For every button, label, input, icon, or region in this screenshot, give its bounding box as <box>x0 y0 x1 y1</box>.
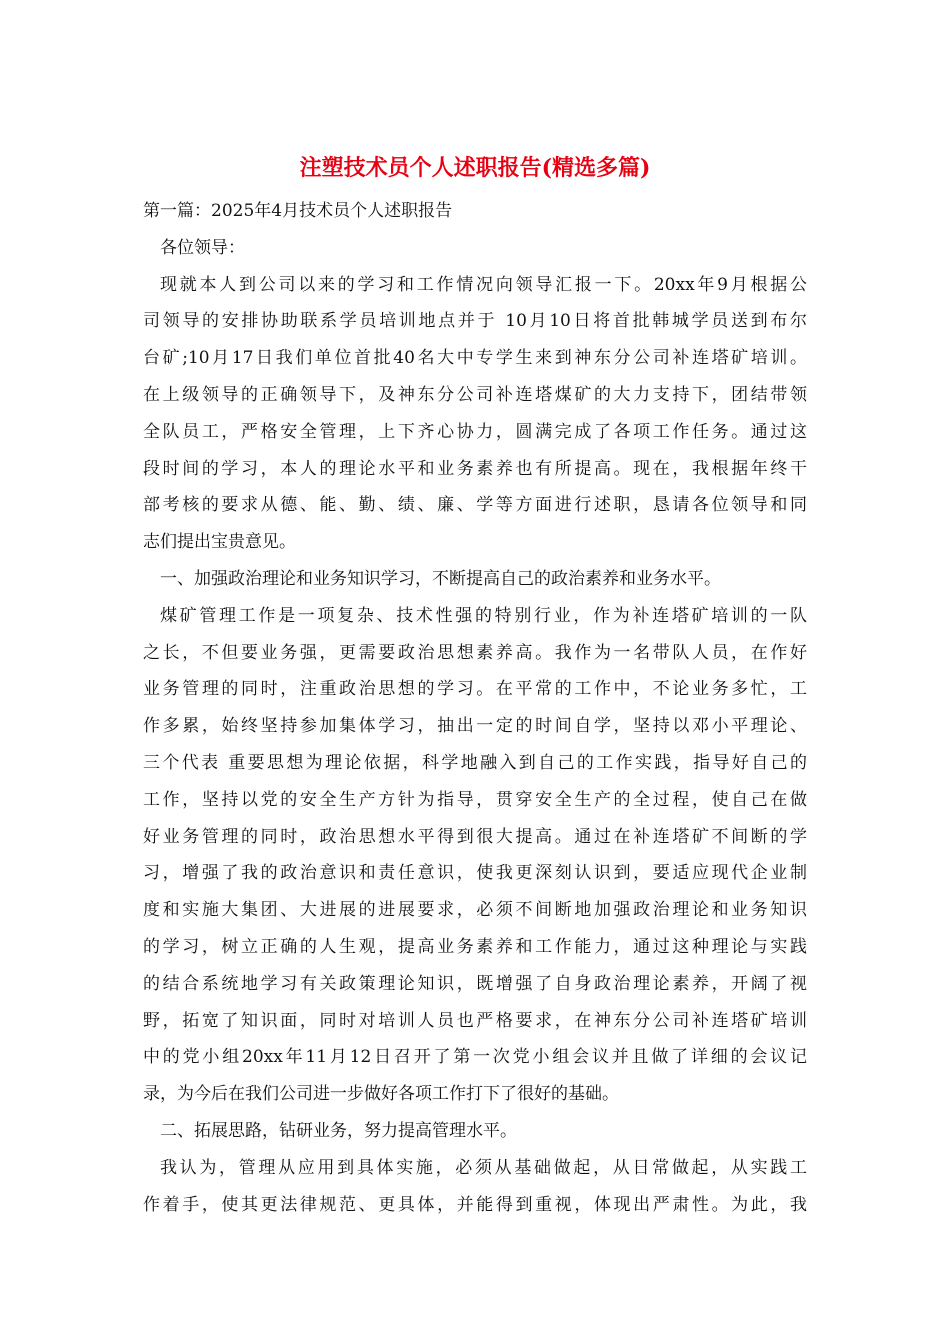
paragraph-line: 志们提出宝贵意见。 <box>143 532 296 553</box>
paragraph-line: 部考核的要求从德、能、勤、绩、廉、学等方面进行述职，恳请各位领导和同 <box>143 495 807 516</box>
paragraph-line: 中的党小组20xx年11月12日召开了第一次党小组会议并且做了详细的会议记 <box>143 1047 807 1068</box>
document-body <box>143 193 807 1223</box>
paragraph-line: 好业务管理的同时，政治思想水平得到很大提高。通过在补连塔矿不间断的学 <box>143 826 807 847</box>
paragraph-line: 业务管理的同时，注重政治思想的学习。在平常的工作中，不论业务多忙，工 <box>143 679 807 700</box>
paragraph-line: 台矿;10月17日我们单位首批40名大中专学生来到神东分公司补连塔矿培训。 <box>143 348 807 369</box>
paragraph-line: 二、拓展思路，钻研业务，努力提高管理水平。 <box>160 1120 517 1141</box>
paragraph-line: 野，拓宽了知识面，同时对培训人员也严格要求，在神东分公司补连塔矿培训 <box>143 1010 807 1031</box>
paragraph-line: 工作，坚持以党的安全生产方针为指导，贯穿安全生产的全过程，使自己在做 <box>143 789 807 810</box>
paragraph-line: 段时间的学习，本人的理论水平和业务素养也有所提高。现在，我根据年终干 <box>143 458 807 479</box>
paragraph-line: 作着手，使其更法律规范、更具体，并能得到重视，体现出严肃性。为此，我 <box>143 1194 807 1215</box>
paragraph-line: 第一篇：2025年4月技术员个人述职报告 <box>143 201 453 221</box>
paragraph-line: 司领导的安排协助联系学员培训地点并于 10月10日将首批韩城学员送到布尔 <box>143 311 807 332</box>
paragraph-line: 三个代表 重要思想为理论依据，科学地融入到自己的工作实践，指导好自己的 <box>143 752 807 773</box>
paragraph-line: 在上级领导的正确领导下，及神东分公司补连塔煤矿的大力支持下，团结带领 <box>143 384 807 405</box>
paragraph-line: 煤矿管理工作是一项复杂、技术性强的特别行业，作为补连塔矿培训的一队 <box>160 605 807 626</box>
paragraph-line: 的学习，树立正确的人生观，提高业务素养和工作能力，通过这种理论与实践 <box>143 936 807 957</box>
paragraph-line: 现就本人到公司以来的学习和工作情况向领导汇报一下。20xx年9月根据公 <box>160 274 807 295</box>
paragraph-line: 习，增强了我的政治意识和责任意识，使我更深刻认识到，要适应现代企业制 <box>143 863 807 884</box>
paragraph-line: 作多累，始终坚持参加集体学习，抽出一定的时间自学，坚持以邓小平理论、 <box>143 716 807 737</box>
paragraph-line: 的结合系统地学习有关政策理论知识，既增强了自身政治理论素养，开阔了视 <box>143 973 807 994</box>
paragraph-line: 一、加强政治理论和业务知识学习，不断提高自己的政治素养和业务水平。 <box>160 568 721 589</box>
paragraph-line: 各位领导： <box>160 237 245 258</box>
paragraph-line: 之长，不但要业务强，更需要政治思想素养高。我作为一名带队人员，在作好 <box>143 642 807 663</box>
paragraph-line: 度和实施大集团、大进展的进展要求，必须不间断地加强政治理论和业务知识 <box>143 900 807 921</box>
paragraph-line: 录，为今后在我们公司进一步做好各项工作打下了很好的基础。 <box>143 1084 619 1105</box>
document-title: 注塑技术员个人述职报告(精选多篇) <box>299 155 651 181</box>
paragraph-line: 我认为，管理从应用到具体实施，必须从基础做起，从日常做起，从实践工 <box>160 1157 807 1178</box>
paragraph-line: 全队员工，严格安全管理，上下齐心协力，圆满完成了各项工作任务。通过这 <box>143 421 807 442</box>
